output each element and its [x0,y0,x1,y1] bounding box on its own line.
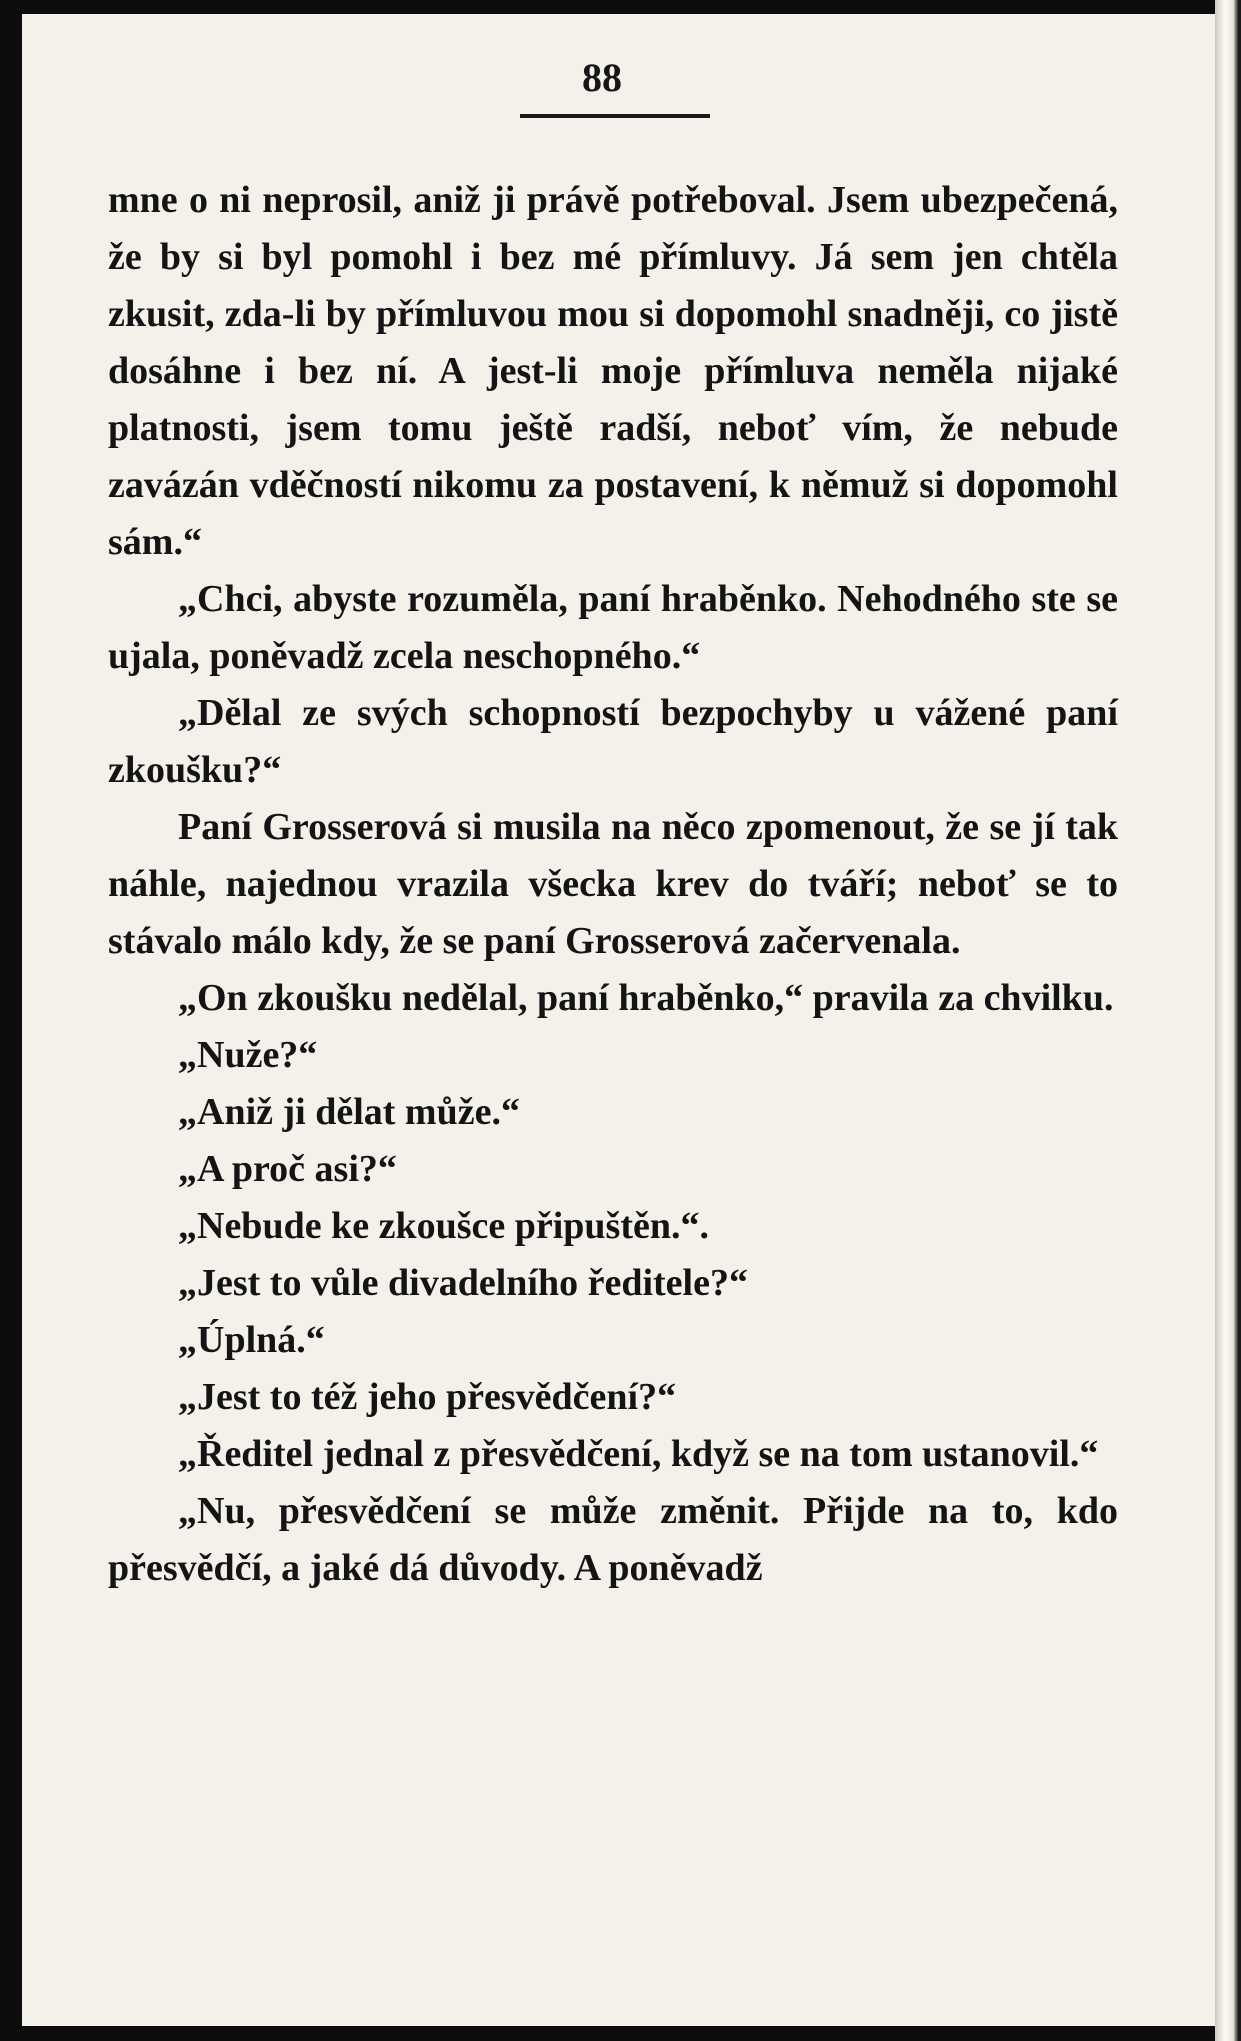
dialogue-line: „A proč asi?“ [178,1148,397,1190]
paragraph: mne o ni neprosil, aniž ji právě potřeboval. Jsem ubezpečená, že by si byl pomohl i bez mé přímluvy. Já sem jen chtěla zkusit, zda-li by přímluvou mou si dopomohl snadněji, co jistě dosáhne i bez ní. A jest-li moje přímluva neměla nijaké platnosti, jsem tomu ještě radší, neboť vím, že nebude zavázán vděčností nikomu za postavení, k němuž si dopomohl sám.“ [108,179,1118,563]
paragraph: „Chci, abyste rozuměla, paní hraběnko. Nehodného ste se ujala, poněvadž zcela neschopného.“ [108,578,1118,677]
dialogue-line: „Aniž ji dělat může.“ [178,1091,520,1133]
dialogue-line: „Jest to vůle divadelního ředitele?“ [178,1262,748,1304]
page-edge [1215,0,1241,2041]
dialogue-line: „Nuže?“ [178,1034,318,1076]
dialogue-line: „Úplná.“ [178,1319,325,1361]
body-text [108,172,1118,1597]
page-number: 88 [582,55,622,100]
paragraph: „On zkoušku nedělal, paní hraběnko,“ pravila za chvilku. [178,977,1114,1019]
paragraph: „Dělal ze svých schopností bezpochyby u vážené paní zkoušku?“ [108,692,1118,791]
paragraph: „Nu, přesvědčení se může změnit. Přijde na to, kdo přesvědčí, a jaké dá důvody. A poněvadž [108,1490,1118,1589]
book-page [22,14,1218,2026]
header-rule [520,114,710,118]
dialogue-line: „Nebude ke zkoušce připuštěn.“. [178,1205,709,1247]
paragraph: Paní Grosserová si musila na něco zpomenout, že se jí tak náhle, najednou vrazila všecka krev do tváří; neboť se to stávalo málo kdy, že se paní Grosserová začervenala. [108,806,1118,962]
dialogue-line: „Jest to též jeho přesvědčení?“ [178,1376,677,1418]
paragraph: „Ředitel jednal z přesvědčení, když se na tom ustanovil.“ [178,1433,1099,1475]
